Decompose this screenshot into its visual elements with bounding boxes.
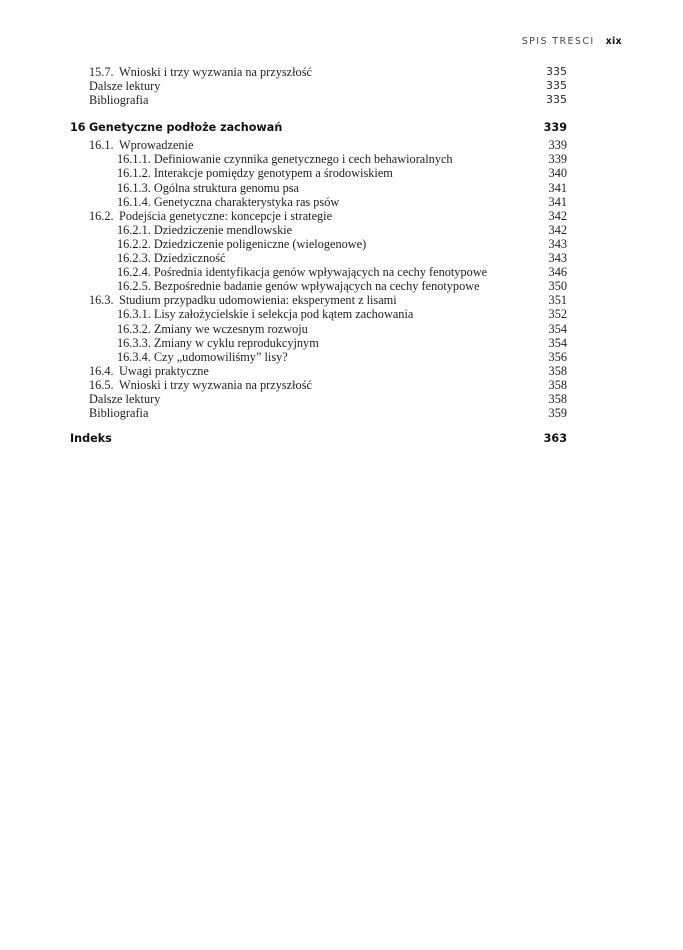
subsection-page: 346 (548, 265, 567, 280)
section-title: Wprowadzenie (119, 138, 194, 153)
index-title: Indeks (70, 432, 112, 446)
subsection-number: 16.2.3. (117, 251, 151, 266)
section-number: 16.5. (89, 377, 114, 392)
toc-section[interactable] (70, 378, 567, 392)
subsection-page: 339 (548, 152, 567, 167)
subsection-title: Interakcje pomiędzy genotypem a środowiskiem (153, 166, 393, 181)
section-title: Studium przypadku udomowienia: eksperyment z lisami (119, 293, 397, 308)
subsection-title: Ogólna struktura genomu psa (153, 180, 299, 195)
entry-title: Bibliografia (89, 406, 149, 421)
section-page: 339 (548, 138, 567, 153)
chapter-title: Genetyczne podłoże zachowań (89, 121, 283, 135)
toc-entry[interactable] (70, 392, 567, 406)
subsection-page: 356 (548, 349, 567, 364)
index-heading[interactable] (70, 431, 567, 447)
section-number: 16.4. (89, 363, 114, 378)
section-page: 351 (548, 293, 567, 308)
running-head-section: SPIS TRESCI (521, 36, 595, 47)
toc-entry[interactable] (70, 79, 567, 93)
toc-section[interactable] (70, 293, 567, 307)
subsection-page: 340 (548, 166, 567, 181)
toc-subsection[interactable] (70, 350, 567, 364)
entry-title: Dalsze lektury (89, 391, 161, 406)
subsection-number: 16.1.2. (117, 166, 151, 181)
page-folio: xix (605, 36, 622, 47)
entry-title: Wnioski i trzy wyzwania na przyszłość (119, 65, 312, 79)
subsection-page: 343 (548, 251, 567, 266)
subsection-title: Bezpośrednie badanie genów wpływających na cechy fenotypowe (153, 279, 480, 294)
toc-section[interactable] (70, 364, 567, 378)
subsection-number: 16.3.4. (117, 349, 151, 364)
table-of-contents (70, 65, 567, 447)
subsection-number: 16.1.1. (117, 152, 151, 167)
toc-section[interactable] (70, 209, 567, 223)
subsection-number: 16.3.3. (117, 335, 151, 350)
subsection-title: Genetyczna charakterystyka ras psów (153, 194, 340, 209)
section-title: Uwagi praktyczne (119, 363, 209, 378)
toc-entry[interactable] (70, 93, 567, 107)
chapter-heading[interactable] (70, 120, 567, 136)
subsection-title: Lisy założycielskie i selekcja pod kątem zachowania (153, 307, 414, 322)
subsection-page: 343 (548, 236, 567, 251)
section-number: 16.3. (89, 293, 114, 308)
subsection-title: Dziedziczność (153, 251, 226, 266)
toc-subsection[interactable] (70, 279, 567, 293)
subsection-number: 16.2.1. (117, 222, 151, 237)
toc-subsection[interactable] (70, 195, 567, 209)
subsection-number: 16.1.4. (117, 194, 151, 209)
subsection-page: 352 (548, 307, 567, 322)
entry-title: Bibliografia (89, 93, 149, 108)
subsection-page: 341 (548, 194, 567, 209)
subsection-number: 16.1.3. (117, 180, 151, 195)
section-number: 16.1. (89, 138, 114, 153)
entry-page: 335 (546, 65, 567, 78)
toc-entry[interactable] (70, 65, 567, 79)
section-title: Podejścia genetyczne: koncepcje i strategie (119, 208, 333, 223)
subsection-number: 16.2.5. (117, 279, 151, 294)
section-page: 358 (548, 377, 567, 392)
toc-subsection[interactable] (70, 152, 567, 166)
subsection-number: 16.3.1. (117, 307, 151, 322)
subsection-title: Dziedziczenie mendlowskie (153, 222, 293, 237)
subsection-title: Dziedziczenie poligeniczne (wielogenowe) (153, 236, 367, 251)
subsection-page: 342 (548, 222, 567, 237)
subsection-page: 341 (548, 180, 567, 195)
subsection-number: 16.2.2. (117, 236, 151, 251)
toc-subsection[interactable] (70, 223, 567, 237)
toc-subsection[interactable] (70, 251, 567, 265)
entry-page: 335 (546, 79, 567, 93)
toc-entry[interactable] (70, 406, 567, 420)
section-number: 16.2. (89, 208, 114, 223)
subsection-page: 354 (548, 335, 567, 350)
running-head (522, 35, 622, 49)
toc-subsection[interactable] (70, 336, 567, 350)
entry-number: 15.7. (89, 65, 114, 79)
section-page: 358 (548, 363, 567, 378)
chapter-number: 16 (70, 121, 86, 135)
toc-subsection[interactable] (70, 237, 567, 251)
subsection-number: 16.2.4. (117, 265, 151, 280)
toc-subsection[interactable] (70, 166, 567, 180)
section-title: Wnioski i trzy wyzwania na przyszłość (119, 377, 312, 392)
toc-subsection[interactable] (70, 181, 567, 195)
toc-section[interactable] (70, 138, 567, 152)
toc-subsection[interactable] (70, 322, 567, 336)
subsection-title: Zmiany w cyklu reprodukcyjnym (153, 335, 319, 350)
subsection-page: 350 (548, 279, 567, 294)
entry-page: 359 (548, 406, 567, 421)
entry-page: 335 (546, 93, 567, 107)
toc-subsection[interactable] (70, 265, 567, 279)
entry-page: 358 (548, 391, 567, 406)
toc-subsection[interactable] (70, 307, 567, 321)
entry-title: Dalsze lektury (89, 79, 161, 94)
subsection-number: 16.3.2. (117, 321, 151, 336)
index-page: 363 (543, 432, 567, 446)
chapter-page: 339 (543, 121, 567, 135)
subsection-title: Zmiany we wczesnym rozwoju (153, 321, 308, 336)
section-page: 342 (548, 208, 567, 223)
subsection-title: Czy „udomowiliśmy” lisy? (153, 349, 288, 364)
subsection-page: 354 (548, 321, 567, 336)
subsection-title: Pośrednia identyfikacja genów wpływających na cechy fenotypowe (153, 265, 488, 280)
subsection-title: Definiowanie czynnika genetycznego i cech behawioralnych (153, 152, 453, 167)
